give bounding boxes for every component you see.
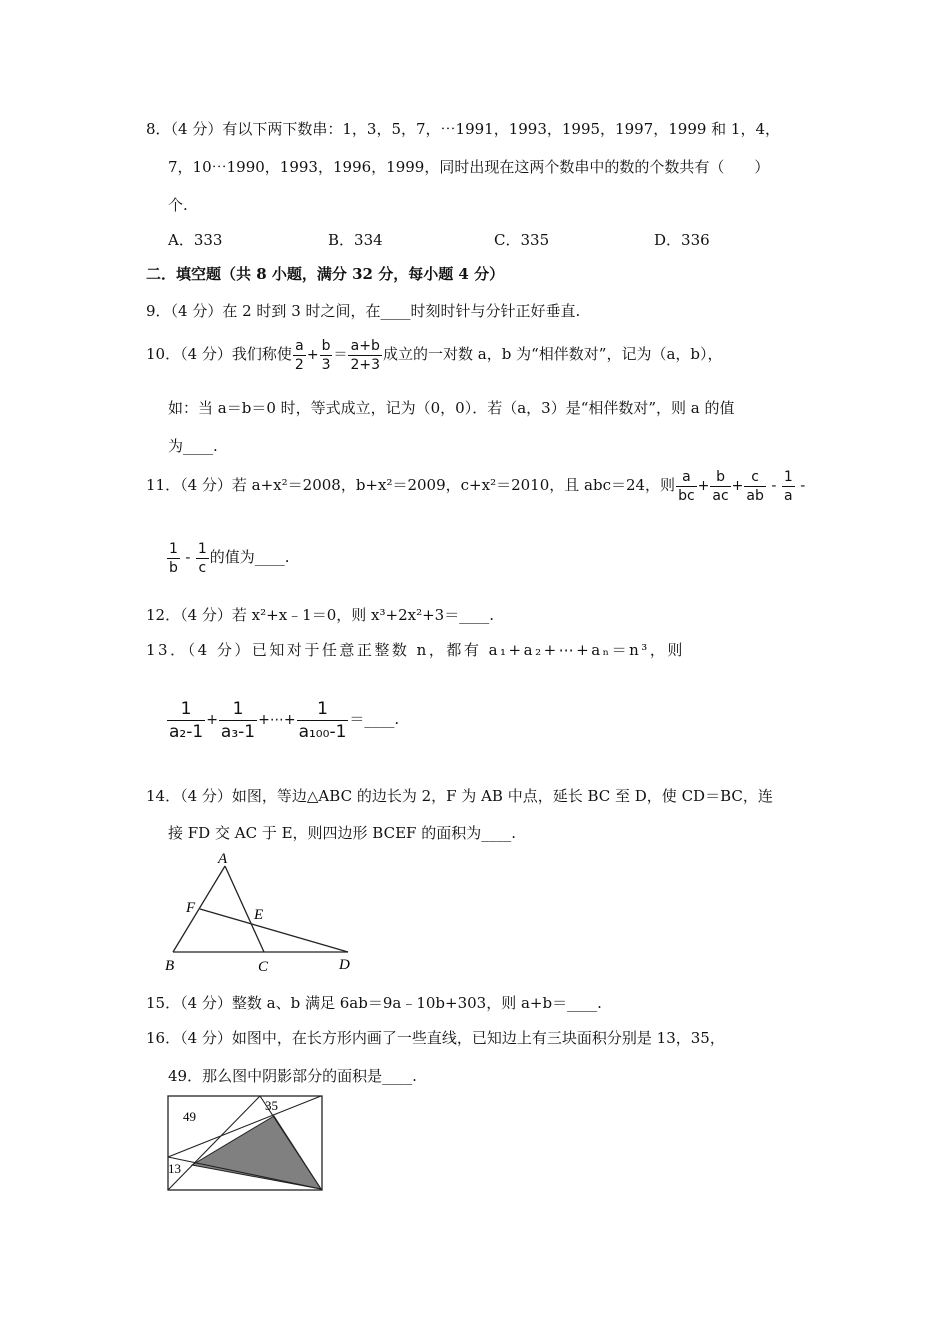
numerator: 1 bbox=[167, 698, 205, 721]
q10-fraction-a-2 bbox=[293, 337, 306, 374]
q8-option-c: C．335 bbox=[494, 231, 550, 249]
shaded-triangle bbox=[192, 1116, 321, 1189]
q10-fraction-sum bbox=[348, 337, 382, 374]
q8-line2: 7，10⋯1990，1993，1996，1999，同时出现在这两个数串中的数的个数共有（ ） bbox=[168, 158, 770, 176]
label-13: 13 bbox=[168, 1161, 181, 1176]
numerator: a bbox=[293, 337, 306, 356]
q8-option-b: B．334 bbox=[328, 231, 383, 249]
q10-line1: 10．（4 分）我们称使 $\frac{a}{2}$ + $\frac{b}{3}$ ＝ $\frac{a+b}{2+3}$ 成立的一对数 a，b 为“相伴数对”，记为（a，b）， bbox=[146, 337, 723, 373]
q15-text: 15．（4 分）整数 a、b 满足 6ab＝9a﹣10b+303，则 a+b＝____. bbox=[146, 994, 602, 1012]
q8-option-d: D．336 bbox=[654, 231, 710, 249]
denominator: 2 bbox=[294, 356, 304, 373]
q10-line2: 如：当 a＝b＝0 时，等式成立，记为（0，0）．若（a，3）是“相伴数对”，则 a 的值 bbox=[168, 399, 735, 417]
q13-fraction-a100 bbox=[297, 698, 349, 743]
numerator: 1 bbox=[783, 468, 793, 485]
q11-line1: 11．（4 分）若 a+x²＝2008，b+x²＝2009，c+x²＝2010，且 abc＝24，则 $\frac{a}{bc}$ + $\frac{b}{ac}$ + $\frac{c}{ab}$ - $\frac{1}{a}$ - bbox=[146, 468, 806, 504]
denominator: b bbox=[169, 559, 178, 576]
numerator: b bbox=[320, 337, 333, 356]
denominator: ac bbox=[712, 487, 729, 504]
numerator: 1 bbox=[197, 540, 207, 557]
q13-fraction-a3 bbox=[219, 698, 257, 743]
label-35: 35 bbox=[265, 1098, 278, 1113]
numerator: 1 bbox=[169, 540, 178, 557]
q11-fraction-c-ab bbox=[744, 468, 765, 505]
label-49: 49 bbox=[183, 1109, 196, 1124]
numerator: 1 bbox=[219, 698, 257, 721]
q16-rectangle-figure bbox=[164, 1093, 326, 1193]
q16-line1: 16．（4 分）如图中，在长方形内画了一些直线，已知边上有三块面积分别是 13，35， bbox=[146, 1029, 725, 1047]
denominator: ab bbox=[746, 487, 764, 504]
label-f: F bbox=[186, 900, 196, 916]
q16-line2: 49．那么图中阴影部分的面积是____. bbox=[168, 1067, 417, 1085]
q12-text: 12．（4 分）若 x²+x﹣1＝0，则 x³+2x²+3＝____. bbox=[146, 606, 494, 624]
label-c: C bbox=[258, 959, 269, 975]
q14-triangle-figure bbox=[160, 848, 370, 978]
numerator: a+b bbox=[348, 337, 382, 356]
q10-suffix: 成立的一对数 a，b 为“相伴数对”，记为（a，b）， bbox=[383, 345, 723, 363]
q8-line3: 个. bbox=[168, 196, 188, 214]
q8-option-a: A．333 bbox=[168, 231, 223, 249]
numerator: a bbox=[676, 468, 697, 487]
q14-line2: 接 FD 交 AC 于 E，则四边形 BCEF 的面积为____. bbox=[168, 824, 516, 842]
label-e: E bbox=[254, 907, 264, 923]
label-b: B bbox=[165, 958, 175, 974]
denominator: a₃-1 bbox=[220, 721, 256, 742]
q9-text: 9．（4 分）在 2 时到 3 时之间，在____时刻时针与分针正好垂直. bbox=[146, 302, 581, 320]
denominator: a₁₀₀-1 bbox=[298, 721, 347, 742]
q11-fraction-a-bc bbox=[676, 468, 697, 505]
numerator: b bbox=[710, 468, 730, 487]
q11-line2: $\frac{1}{b}$ - $\frac{1}{c}$ 的值为____. bbox=[169, 540, 290, 576]
q11-fraction-1-c bbox=[196, 540, 209, 577]
q10-line3: 为____. bbox=[168, 437, 218, 455]
denominator: 2+3 bbox=[350, 356, 381, 373]
denominator: a₂-1 bbox=[169, 721, 204, 742]
q11-fraction-1-a bbox=[782, 468, 795, 505]
section-heading: 二．填空题（共 8 小题，满分 32 分，每小题 4 分） bbox=[146, 265, 505, 283]
denominator: a bbox=[783, 487, 793, 504]
q11-fraction-b-ac bbox=[710, 468, 730, 505]
label-a: A bbox=[218, 851, 228, 867]
numerator: 1 bbox=[297, 698, 349, 721]
q14-line1: 14．（4 分）如图，等边△ABC 的边长为 2，F 为 AB 中点，延长 BC 至 D，使 CD＝BC，连 bbox=[146, 787, 773, 805]
numerator: c bbox=[744, 468, 765, 487]
label-d: D bbox=[339, 957, 350, 973]
q13-fraction-a2 bbox=[167, 698, 205, 743]
denominator: 3 bbox=[321, 356, 331, 373]
q13-suffix: ＝____. bbox=[349, 710, 400, 728]
denominator: c bbox=[198, 559, 207, 576]
q11-prefix: 11．（4 分）若 a+x²＝2008，b+x²＝2009，c+x²＝2010，且 abc＝24，则 bbox=[146, 476, 676, 494]
q13-line1: 13．（4 分）已知对于任意正整数 n，都有 a₁+a₂+⋯+aₙ＝n³，则 bbox=[146, 641, 685, 659]
q10-fraction-b-3 bbox=[320, 337, 333, 374]
q13-line2: $\frac{1}{\text{a₂-1}}$ + $\frac{1}{\text{a₃-1}}$ +⋯+ $\frac{1}{\text{a₁₀₀-1}}$ ＝____. bbox=[169, 698, 400, 742]
q8-line1: 8．（4 分）有以下两下数串：1，3，5，7，⋯1991，1993，1995，1997，1999 和 1，4， bbox=[146, 120, 781, 138]
denominator: bc bbox=[678, 487, 695, 504]
q11-fraction-1-b bbox=[167, 540, 180, 577]
q11-suffix: 的值为____. bbox=[209, 548, 290, 566]
q10-prefix: 10．（4 分）我们称使 bbox=[146, 345, 292, 363]
